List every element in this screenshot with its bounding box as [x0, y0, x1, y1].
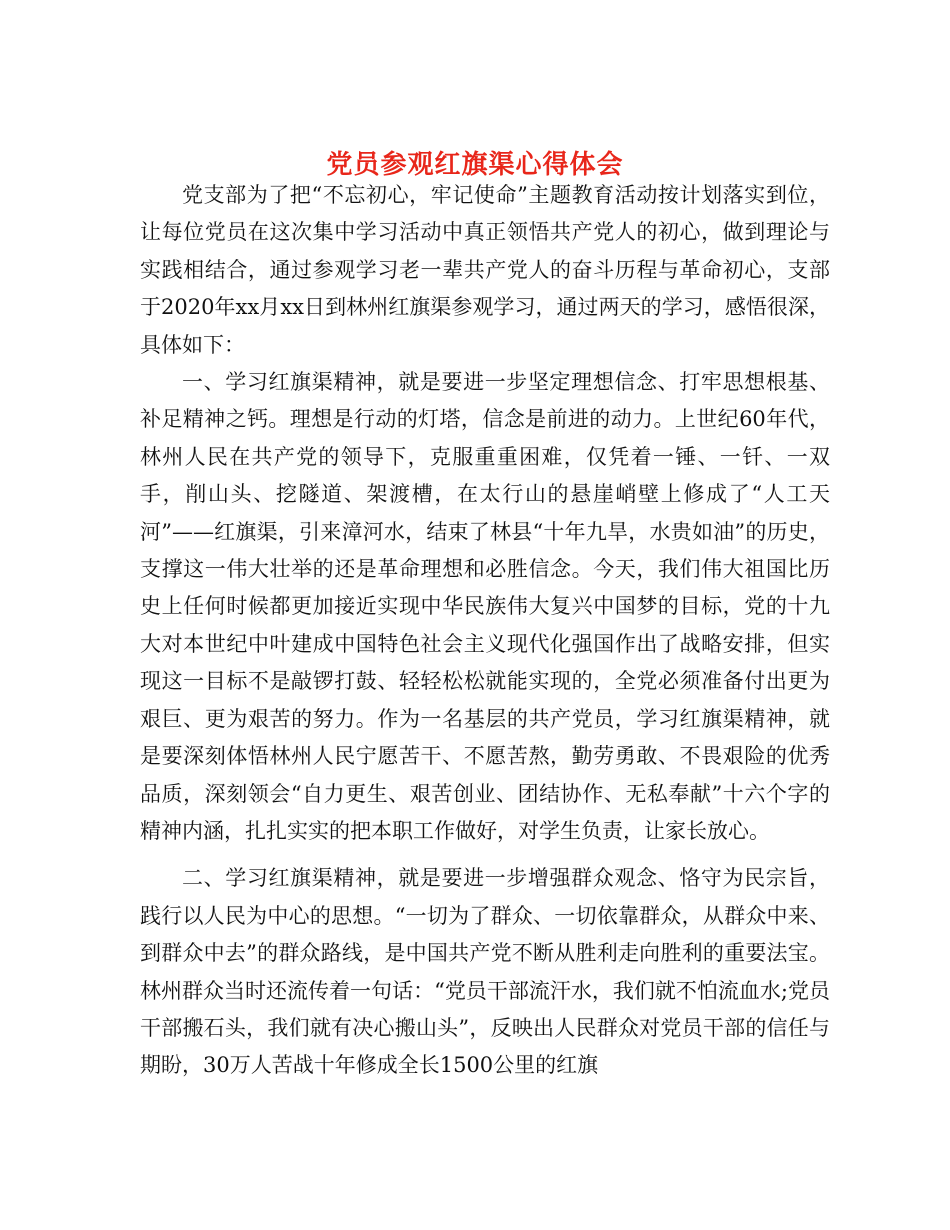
document-title: 党员参观红旗渠心得体会: [326, 150, 624, 181]
paragraph-intro: 党支部为了把“不忘初心，牢记使命”主题教育活动按计划落实到位，让每位党员在这次集中学习活动中真正领悟共产党人的初心，做到理论与实践相结合，通过参观学习老一辈共产党人的奋斗历程与革命初心，支部于2020年xx月xx日到林州红旗渠参观学习，通过两天的学习，感悟很深，具体如下：: [140, 183, 830, 357]
paragraph-section-one: 一、学习红旗渠精神，就是要进一步坚定理想信念、打牢思想根基、补足精神之钙。理想是行动的灯塔，信念是前进的动力。上世纪60年代，林州人民在共产党的领导下，克服重重困难，仅凭着一锤、一钎、一双手，削山头、挖隧道、架渡槽，在太行山的悬崖峭壁上修成了“人工天河”——红旗渠，引来漳河水，结束了林县“十年九旱，水贵如油”的历史，支撑这一伟大壮举的还是革命理想和必胜信念。今天，我们伟大祖国比历史上任何时候都更加接近实现中华民族伟大复兴中国梦的目标，党的十九大对本世纪中叶建成中国特色社会主义现代化强国作出了战略安排，但实现这一目标不是敲锣打鼓、轻轻松松就能实现的，全党必须准备付出更为艰巨、更为艰苦的努力。作为一名基层的共产党员，学习红旗渠精神，就是要深刻体悟林州人民宁愿苦干、不愿苦熬，勤劳勇敢、不畏艰险的优秀品质，深刻领会“自力更生、艰苦创业、团结协作、无私奉献”十六个字的精神内涵，扎扎实实的把本职工作做好，对学生负责，让家长放心。: [140, 370, 830, 843]
document-body: [140, 177, 830, 1085]
paragraph-section-two: 二、学习红旗渠精神，就是要进一步增强群众观念、恪守为民宗旨，践行以人民为中心的思想。“一切为了群众、一切依靠群众，从群众中来、到群众中去”的群众路线，是中国共产党不断从胜利走向胜利的重要法宝。林州群众当时还流传着一句话：“党员干部流汗水，我们就不怕流血水;党员干部搬石头，我们就有决心搬山头”，反映出人民群众对党员干部的信任与期盼，30万人苦战十年修成全长1500公里的红旗: [140, 866, 830, 1078]
